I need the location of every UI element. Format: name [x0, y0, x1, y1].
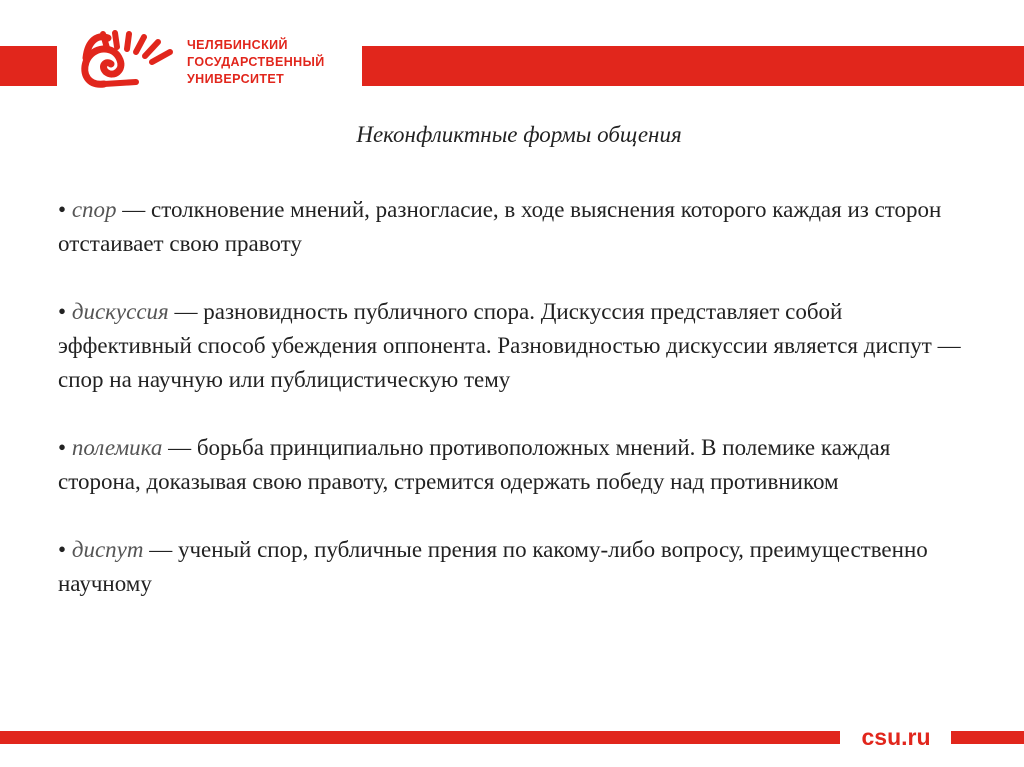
term: спор: [71, 197, 117, 222]
definition: ученый спор, публичные прения по какому-либо вопросу, преимущественно научному: [58, 537, 928, 596]
header-band-left: [0, 46, 57, 86]
list-item: [58, 533, 973, 601]
university-name-line-1: ЧЕЛЯБИНСКИЙ: [187, 38, 288, 52]
definition: столкновение мнений, разногласие, в ходе выяснения которого каждая из сторон отстаивает свою правоту: [58, 197, 942, 256]
bullet: •: [58, 537, 72, 562]
university-name-line-2: ГОСУДАРСТВЕННЫЙ: [187, 55, 325, 69]
university-name-line-3: УНИВЕРСИТЕТ: [187, 72, 285, 86]
term: дискуссия: [71, 299, 169, 324]
dash: —: [162, 435, 197, 460]
term: полемика: [71, 435, 163, 460]
dash: —: [116, 197, 152, 222]
dash: —: [143, 537, 178, 562]
definition: борьба принципиально противоположных мнений. В полемике каждая сторона, доказывая свою правоту, стремится одержать победу над противником: [58, 435, 891, 494]
bullet: •: [58, 197, 72, 222]
site-link[interactable]: csu.ru: [861, 724, 931, 750]
term: диспут: [71, 537, 144, 562]
header-band-right: [362, 46, 1024, 86]
bullet: •: [58, 299, 72, 324]
list-item: [58, 295, 973, 397]
list-item: [58, 193, 973, 261]
slide-title: Неконфликтные формы общения: [356, 122, 682, 147]
footer-band-left: [0, 731, 840, 744]
bullet: •: [58, 435, 72, 460]
university-logo-icon: [74, 30, 178, 96]
list-item: [58, 431, 973, 499]
dash: —: [168, 299, 204, 324]
footer-band-right: [951, 731, 1024, 744]
definition: разновидность публичного спора. Дискуссия представляет собой эффективный способ убеждения оппонента. Разновидностью дискуссии является диспут — спор на научную или публицистическую тему: [58, 299, 961, 392]
university-name: [187, 37, 325, 88]
definitions-list: [58, 193, 973, 635]
